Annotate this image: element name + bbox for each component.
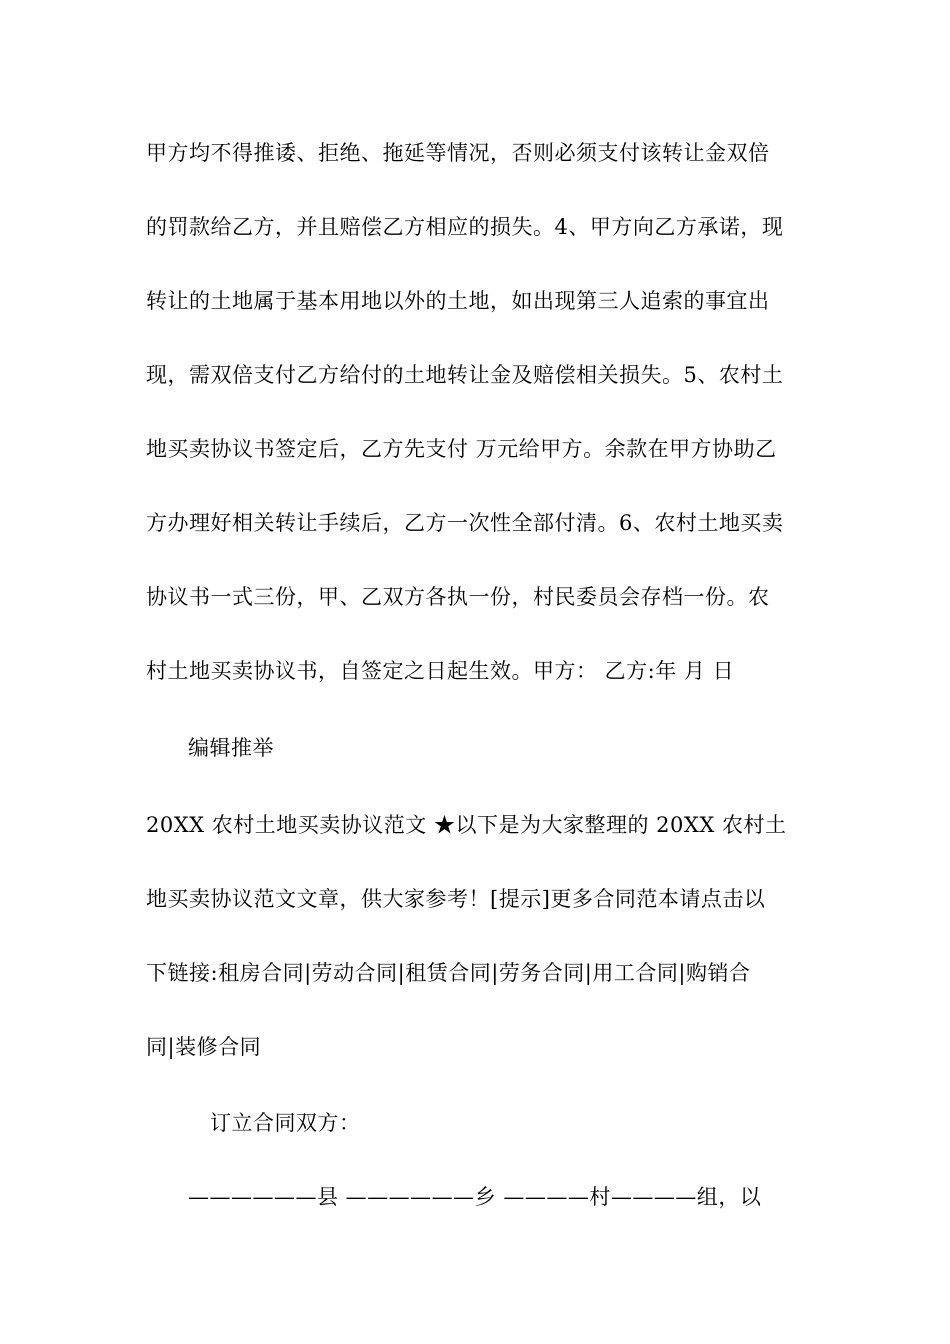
paragraph-line-4: 现，需双倍支付乙方给付的土地转让金及赔偿相关损失。5、农村土 [146, 363, 784, 387]
address-line: ——————县 ——————乡 ————村————组，以 [188, 1185, 762, 1209]
article-line-4: 同|装修合同 [146, 1035, 262, 1059]
article-line-1: 20XX 农村土地买卖协议范文 ★以下是为大家整理的 20XX 农村土 [146, 813, 787, 837]
paragraph-line-2: 的罚款给乙方，并且赔偿乙方相应的损失。4、甲方向乙方承诺，现 [146, 215, 784, 239]
parties-heading: 订立合同双方： [210, 1111, 361, 1135]
article-line-3: 下链接:租房合同|劳动合同|租赁合同|劳务合同|用工合同|购销合 [146, 961, 751, 985]
article-line-2: 地买卖协议范文文章，供大家参考！[提示]更多合同范本请点击以 [146, 887, 766, 911]
paragraph-line-6: 方办理好相关转让手续后，乙方一次性全部付清。6、农村土地买卖 [146, 511, 784, 535]
paragraph-line-3: 转让的土地属于基本用地以外的土地，如出现第三人追索的事宜出 [146, 289, 770, 313]
paragraph-line-7: 协议书一式三份，甲、乙双方各执一份，村民委员会存档一份。农 [146, 585, 770, 609]
edit-recommend-heading: 编辑推举 [188, 736, 274, 760]
paragraph-line-1: 甲方均不得推诿、拒绝、拖延等情况，否则必须支付该转让金双倍 [146, 141, 770, 165]
paragraph-line-5: 地买卖协议书签定后，乙方先支付 万元给甲方。余款在甲方协助乙 [146, 437, 777, 461]
paragraph-line-8: 村土地买卖协议书，自签定之日起生效。甲方： 乙方:年 月 日 [146, 659, 735, 683]
